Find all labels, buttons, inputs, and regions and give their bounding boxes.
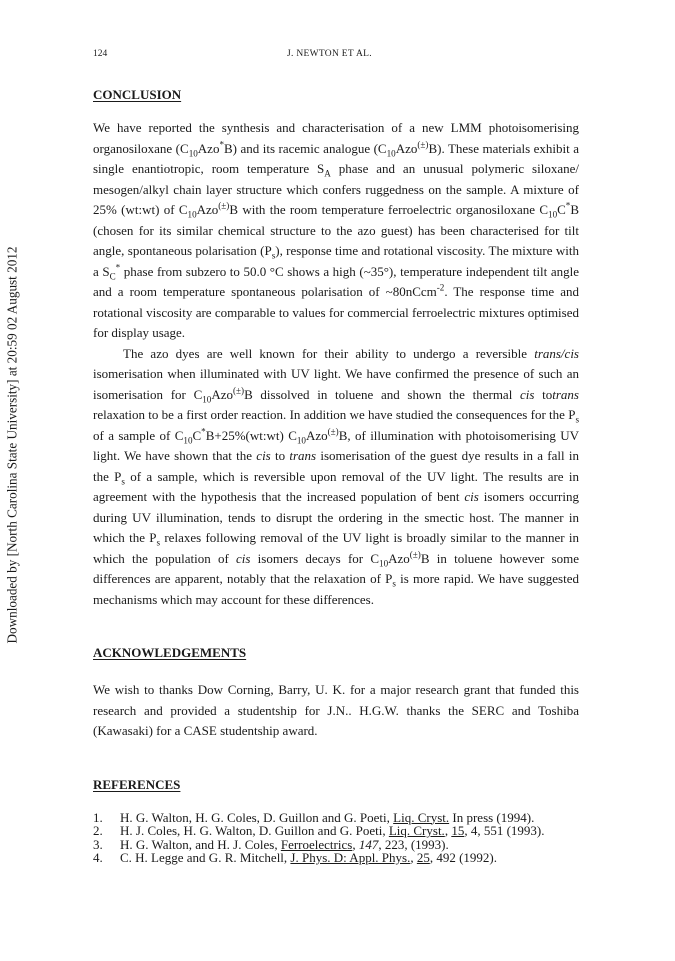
reference-journal: Liq. Cryst.	[393, 809, 450, 825]
conclusion-paragraph-1: We have reported the synthesis and characterisation of a new LMM photoisomerising organosiloxane $(C_{10}Azo^*B)$ and its racemic analogue $(C_{10}Azo^{(\pm)}B)$. These materials exhibit a single enantiotropic, room temperature $S_A$ phase and an unusual polymeric siloxane/ mesogen/alkyl chain layer structure which confers ruggedness on the sample. A mixture of 25% (wt:wt) of $C_{10}Azo^{(\pm)}B$ with the room temperature ferroelectric organosiloxane $C_{10}C^*B$ (chosen for its similar chemical structure to the azo guest) has been characterised for tilt angle, spontaneous polarisation $(P_s)$, response time and rotational viscosity. The mixture with a $S_C^*$ phase from subzero to 50.0 °C shows a high (~35°), temperature independent tilt angle and a room temperature spontaneous polarisation of ~80nCcm$^{-2}$. The response time and rotational viscosity are comparable to values for commercial ferroelectric mixtures optimised for display usage.	[93, 120, 580, 340]
reference-separator: ,	[444, 823, 452, 838]
references-heading: REFERENCES	[93, 776, 181, 792]
reference-volume: 147	[358, 836, 379, 852]
reference-number: 3.	[93, 836, 103, 852]
reference-authors: H. J. Coles, H. G. Walton, D. Guillon and G. Poeti,	[120, 823, 389, 838]
acknowledgements-body	[93, 680, 579, 742]
download-watermark	[2, 225, 24, 665]
reference-authors: C. H. Legge and G. R. Mitchell,	[120, 850, 291, 865]
reference-item	[93, 838, 579, 852]
reference-list	[93, 811, 579, 865]
reference-authors: H. G. Walton, H. G. Coles, D. Guillon and G. Poeti,	[120, 809, 394, 825]
page-header	[0, 49, 675, 63]
reference-volume: 15	[451, 823, 465, 838]
reference-text	[120, 851, 497, 865]
reference-text	[120, 811, 534, 825]
reference-text	[120, 838, 449, 852]
acknowledgements-paragraph: We wish to thanks Dow Corning, Barry, U. K. for a major research grant that funded this research and provided a studentship for J.N.. H.G.W. thanks the SERC and Toshiba (Kawasaki) for a CASE studentship award.	[93, 682, 579, 738]
reference-number: 4.	[93, 850, 103, 865]
acknowledgements-heading: ACKNOWLEDGEMENTS	[93, 645, 247, 660]
page-content	[93, 85, 579, 865]
conclusion-heading: CONCLUSION	[93, 87, 182, 102]
download-note: Downloaded by [North Carolina State University] at 20:59 02 August 2012	[5, 246, 21, 644]
reference-item	[93, 811, 579, 825]
reference-journal: J. Phys. D: Appl. Phys.	[290, 850, 411, 865]
reference-authors: H. G. Walton, and H. J. Coles,	[120, 836, 281, 852]
reference-number: 2.	[93, 823, 103, 838]
reference-journal: Liq. Cryst.	[388, 823, 445, 838]
running-head: J. NEWTON ET AL.	[287, 49, 372, 59]
reference-details: , 4, 551 (1993).	[464, 823, 545, 838]
reference-journal: Ferroelectrics	[280, 836, 353, 852]
reference-volume: 25	[416, 850, 430, 865]
reference-number: 1.	[93, 809, 103, 825]
reference-separator: ,	[352, 836, 359, 852]
reference-separator: ,	[410, 850, 417, 865]
reference-details: , 492 (1992).	[429, 850, 498, 865]
reference-details: In press (1994).	[449, 809, 535, 825]
reference-details: , 223, (1993).	[378, 836, 449, 852]
conclusion-body	[93, 118, 579, 610]
reference-item	[93, 824, 579, 838]
reference-text	[120, 824, 544, 838]
reference-item	[93, 851, 579, 865]
page-number: 124	[93, 49, 108, 59]
conclusion-paragraph-2: The azo dyes are well known for their ability to undergo a reversible trans/cis isomerisation when illuminated with UV light. We have confirmed the presence of such an isomerisation for $C_{10}Azo^{(\pm)}B$ dissolved in toluene and shown the thermal cis totrans relaxation to be a first order reaction. In addition we have studied the consequences for the $P_s$ of a sample of $C_{10}C^*B+25\%(wt:wt)$ $C_{10}Azo^{(\pm)}B$, of illumination with photoisomerising UV light. We have shown that the cis to trans isomerisation of the guest dye results in a fall in the $P_s$ of a sample, which is reversible upon removal of the UV light. The results are in agreement with the hypothesis that the increased population of bent cis isomers occurring during UV illumination, tends to disrupt the ordering in the smectic host. The manner in which the $P_s$ relaxes following removal of the UV light is broadly similar to the manner in which the population of cis isomers decays for $C_{10}Azo^{(\pm)}B$ in toluene however some differences are apparent, notably that the relaxation of $P_s$ is more rapid. We have suggested mechanisms which may account for these differences.	[93, 345, 580, 607]
